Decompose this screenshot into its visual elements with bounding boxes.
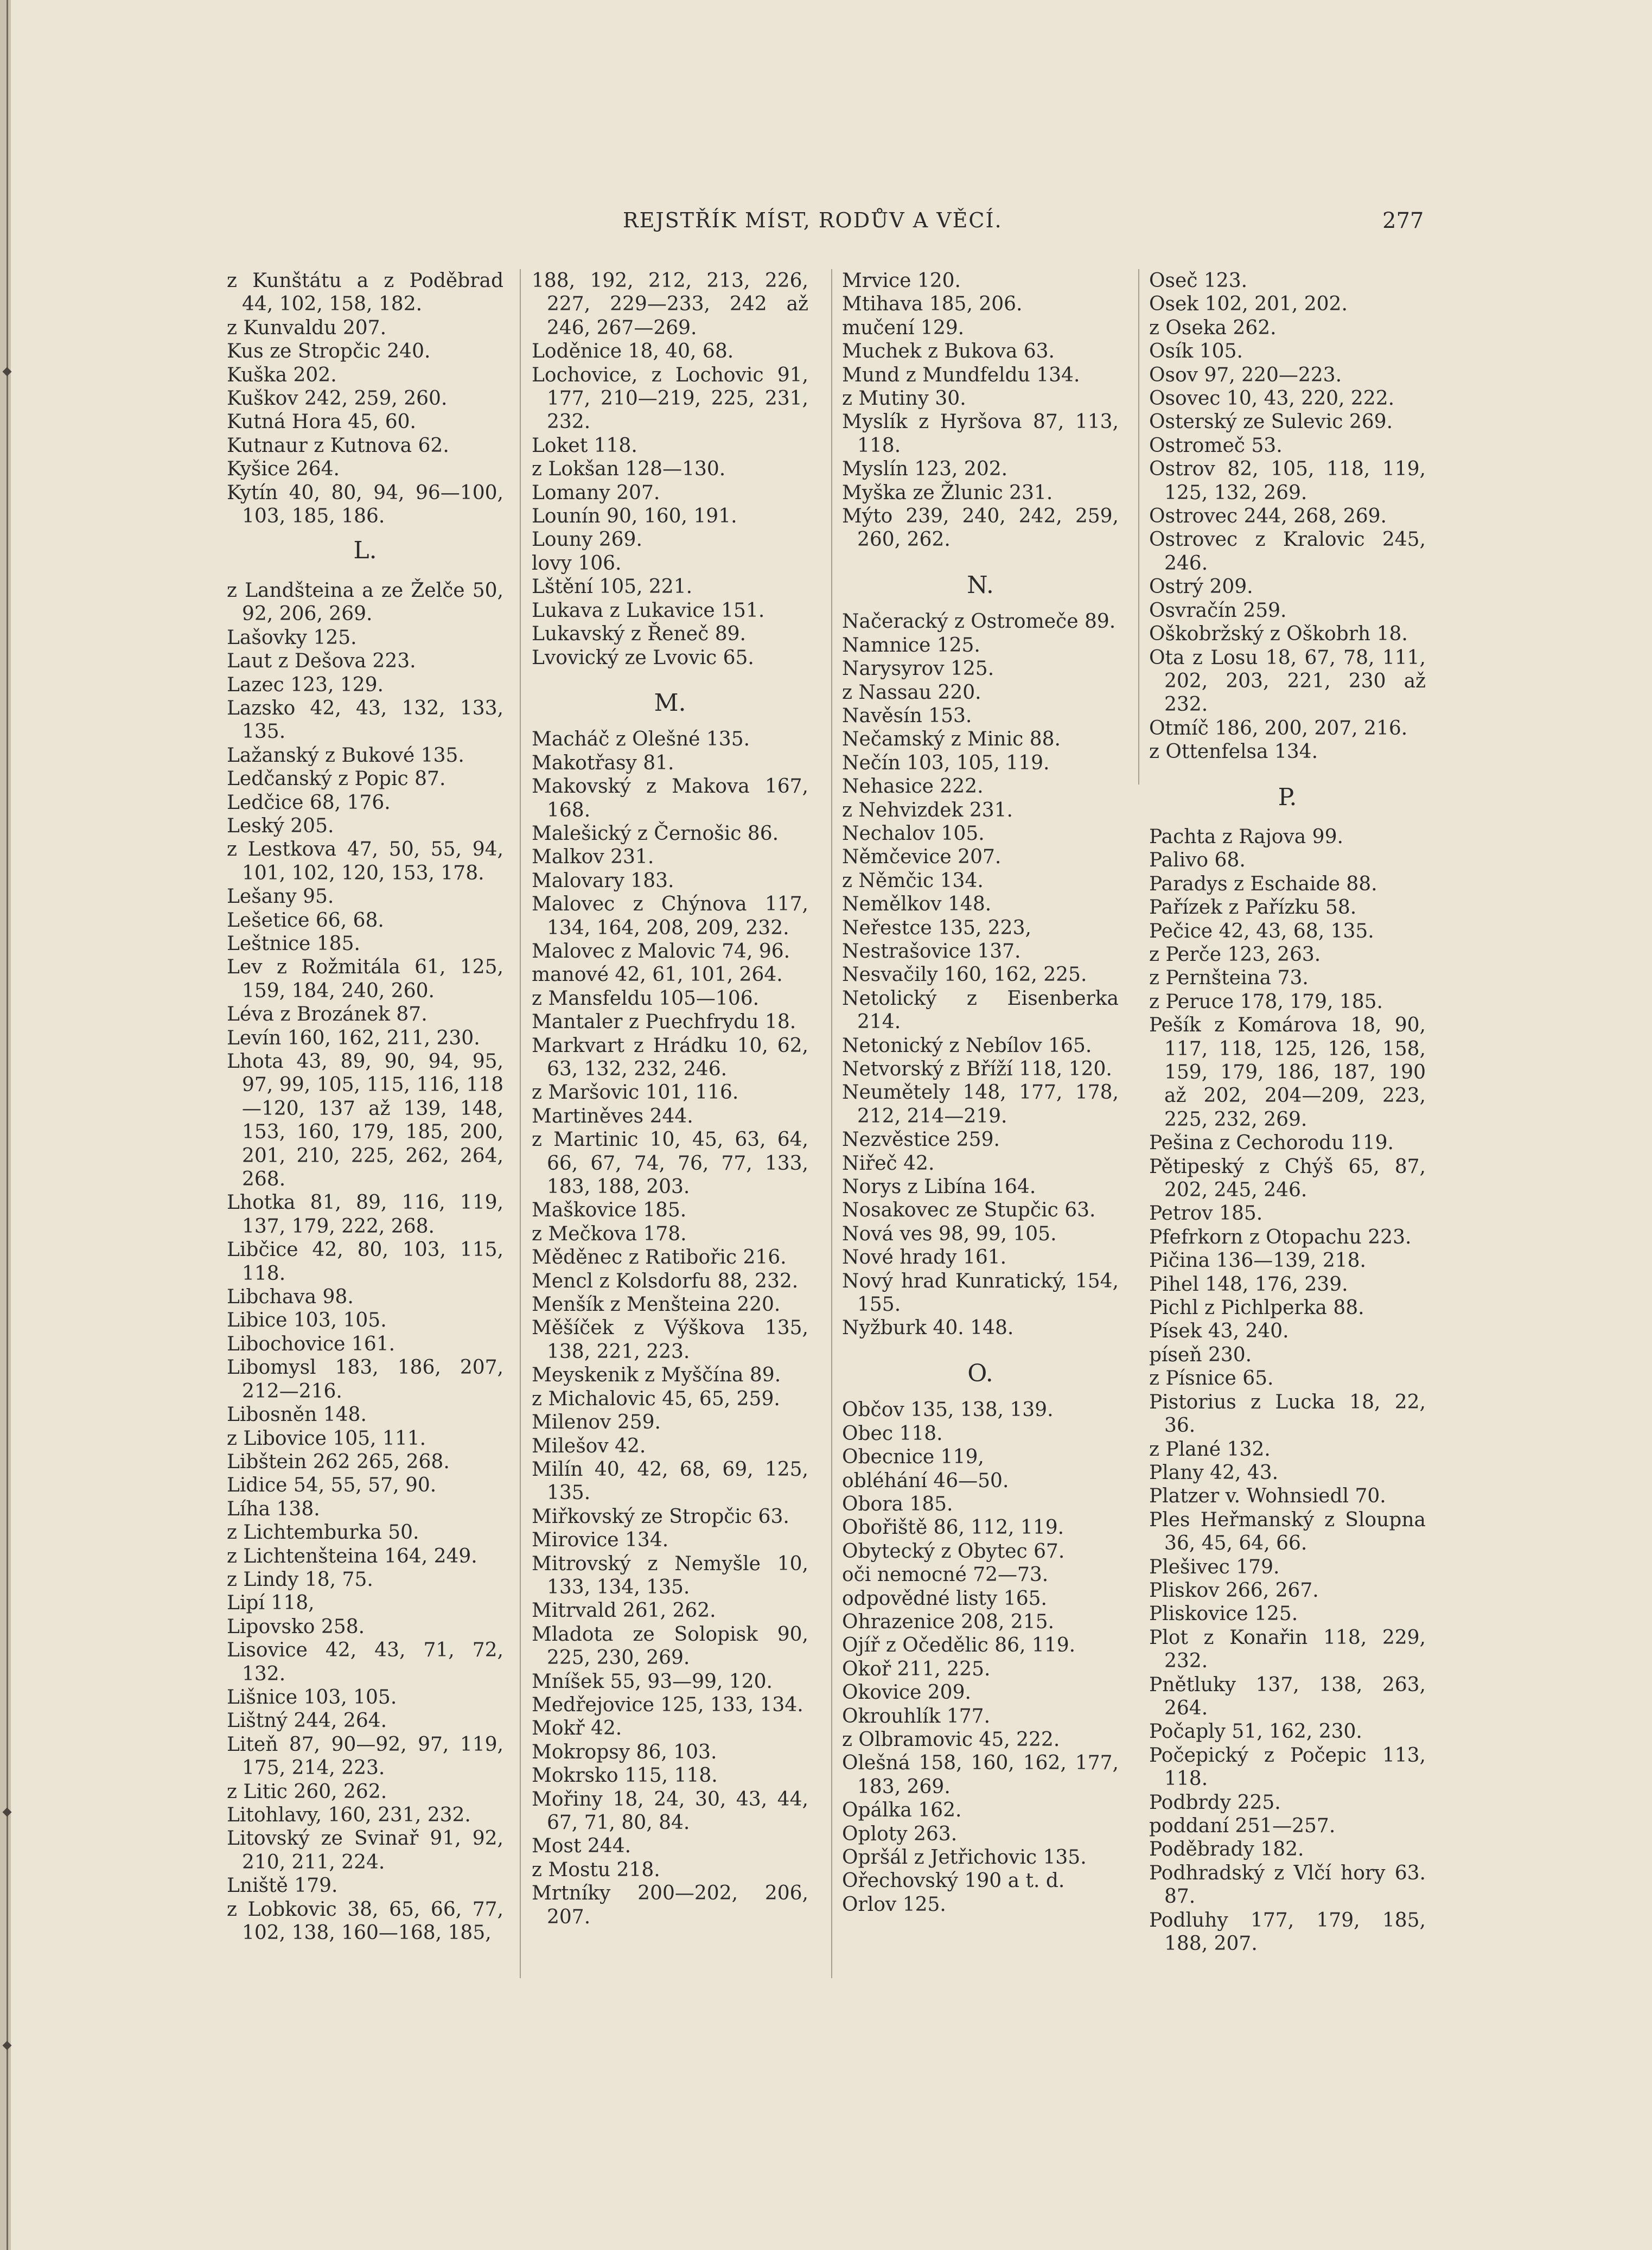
index-entry: Lhotka 81, 89, 116, 119, 137, 179, 222, 268.: [227, 1191, 503, 1238]
margin-mark: [4, 361, 10, 383]
page-number: 277: [1382, 208, 1424, 233]
index-entry: Malovary 183.: [532, 869, 674, 892]
index-entry: Ohrazenice 208, 215.: [842, 1610, 1055, 1633]
index-entry: Palivo 68.: [1149, 849, 1246, 872]
index-entry: Podbrdy 225.: [1149, 1791, 1281, 1814]
index-entry: Pfefrkorn z Otopachu 223.: [1149, 1226, 1412, 1248]
index-entry: obléhání 46—50.: [842, 1469, 1009, 1492]
index-entry: Ledčice 68, 176.: [227, 791, 391, 814]
index-entry: Mýto 239, 240, 242, 259, 260, 262.: [842, 505, 1119, 551]
index-entry: Počaply 51, 162, 230.: [1149, 1720, 1362, 1743]
index-entry: Ořechovský 190 a t. d.: [842, 1870, 1065, 1892]
index-entry: Mantaler z Puechfrydu 18.: [532, 1011, 796, 1034]
index-entry: Mníšek 55, 93—99, 120.: [532, 1670, 773, 1693]
index-entry: Obytecký z Obytec 67.: [842, 1540, 1065, 1563]
index-entry: z Plané 132.: [1149, 1438, 1271, 1461]
index-entry: Loket 118.: [532, 434, 637, 457]
index-entry: z Kunštátu a z Poděbrad 44, 102, 158, 182.: [227, 270, 503, 316]
index-entry: Nestrašovice 137.: [842, 940, 1021, 963]
index-entry: Mund z Mundfeldu 134.: [842, 364, 1080, 386]
index-entry: Oseč 123.: [1149, 270, 1248, 292]
index-entry: z Pernšteina 73.: [1149, 967, 1309, 990]
index-entry: píseň 230.: [1149, 1343, 1252, 1366]
index-entry: Lisovice 42, 43, 71, 72, 132.: [227, 1639, 503, 1685]
index-entry: Navěsín 153.: [842, 704, 972, 727]
index-entry: Mrvice 120.: [842, 270, 961, 292]
index-entry: z Mutiny 30.: [842, 387, 966, 410]
index-entry: Mrtníky 200—202, 206, 207.: [532, 1882, 808, 1928]
index-entry: poddaní 251—257.: [1149, 1815, 1336, 1837]
index-entry: Ostrovec 244, 268, 269.: [1149, 505, 1387, 528]
index-entry: Malovec z Chýnova 117, 134, 164, 208, 209, 232.: [532, 893, 808, 939]
index-entry: Kuškov 242, 259, 260.: [227, 387, 448, 410]
letter-heading: N.: [967, 571, 994, 599]
index-entry: Most 244.: [532, 1835, 632, 1858]
index-entry: Obec 118.: [842, 1422, 943, 1445]
index-entry: Ostrov 82, 105, 118, 119, 125, 132, 269.: [1149, 458, 1426, 504]
index-entry: z Mečkova 178.: [532, 1222, 687, 1245]
index-entry: Podhradský z Vlčí hory 63. 87.: [1149, 1862, 1426, 1908]
index-entry: Lištný 244, 264.: [227, 1710, 387, 1732]
index-entry: z Ottenfelsa 134.: [1149, 741, 1318, 763]
index-entry: oči nemocné 72—73.: [842, 1564, 1049, 1586]
index-entry: z Michalovic 45, 65, 259.: [532, 1387, 780, 1410]
index-entry: Pliskov 266, 267.: [1149, 1579, 1319, 1602]
index-entry: Pešík z Komárova 18, 90, 117, 118, 125, 126, 158, 159, 179, 186, 187, 190 až 202, 204—209, 223, 225, 232, 269.: [1149, 1014, 1426, 1131]
index-entry: Lipovsko 258.: [227, 1615, 365, 1638]
index-entry: z Nassau 220.: [842, 681, 981, 704]
index-entry: Lešetice 66, 68.: [227, 909, 384, 932]
index-entry: Osík 105.: [1149, 340, 1243, 363]
index-entry: Miřkovský ze Stropčic 63.: [532, 1505, 789, 1528]
index-column-4: [1149, 269, 1426, 1955]
index-entry: Mirovice 134.: [532, 1529, 669, 1552]
index-entry: Mitrovský z Nemyšle 10, 133, 134, 135.: [532, 1552, 808, 1598]
index-entry: Lidice 54, 55, 57, 90.: [227, 1474, 437, 1497]
index-entry: Osovec 10, 43, 220, 222.: [1149, 387, 1395, 410]
index-entry: z Libovice 105, 111.: [227, 1427, 426, 1450]
index-entry: Ostrovec z Kralovic 245, 246.: [1149, 528, 1426, 575]
index-entry: Netolický z Eisenberka 214.: [842, 987, 1119, 1034]
index-entry: Norys z Libína 164.: [842, 1176, 1036, 1199]
index-entry: Meyskenik z Myščína 89.: [532, 1364, 781, 1387]
index-entry: Osvračín 259.: [1149, 599, 1287, 622]
index-entry: Mokropsy 86, 103.: [532, 1741, 717, 1763]
index-entry: Laut z Dešova 223.: [227, 650, 416, 673]
index-entry: Orlov 125.: [842, 1893, 946, 1916]
index-entry: Nechalov 105.: [842, 822, 985, 845]
index-entry: Pešina z Cechorodu 119.: [1149, 1132, 1394, 1155]
index-entry: Nečín 103, 105, 119.: [842, 751, 1050, 774]
index-entry: Nehasice 222.: [842, 775, 984, 798]
index-entry: z Nehvizdek 231.: [842, 799, 1013, 821]
index-entry: Pihel 148, 176, 239.: [1149, 1273, 1348, 1296]
margin-mark: [4, 1801, 10, 1823]
index-column-1: [227, 269, 503, 1945]
index-entry: Libchava 98.: [227, 1286, 354, 1309]
index-entry: Kuška 202.: [227, 364, 337, 386]
index-entry: Malovec z Malovic 74, 96.: [532, 940, 790, 963]
binding-line: [7, 0, 8, 2250]
index-column-3: [842, 269, 1119, 1916]
index-entry: Lomany 207.: [532, 481, 660, 504]
letter-heading: M.: [654, 689, 686, 717]
index-entry: Nemělkov 148.: [842, 893, 992, 916]
index-entry: Mitrvald 261, 262.: [532, 1599, 716, 1622]
index-entry: z Mansfeldu 105—106.: [532, 987, 760, 1010]
index-entry: mučení 129.: [842, 316, 965, 339]
index-entry: Milešov 42.: [532, 1435, 646, 1457]
index-entry: Petrov 185.: [1149, 1202, 1263, 1225]
index-entry: Kus ze Stropčic 240.: [227, 340, 431, 363]
index-entry: z Lichtenšteina 164, 249.: [227, 1545, 477, 1567]
index-entry: Namnice 125.: [842, 634, 980, 656]
index-entry: Narysyrov 125.: [842, 658, 994, 680]
index-entry: Občov 135, 138, 139.: [842, 1399, 1054, 1422]
index-entry: Mladota ze Solopisk 90, 225, 230, 269.: [532, 1623, 808, 1669]
index-entry: Pnětluky 137, 138, 263, 264.: [1149, 1673, 1426, 1719]
index-entry: Nyžburk 40. 148.: [842, 1317, 1014, 1340]
index-entry: Lišnice 103, 105.: [227, 1686, 397, 1709]
index-entry: Písek 43, 240.: [1149, 1320, 1289, 1343]
index-entry: Mtihava 185, 206.: [842, 293, 1023, 316]
index-entry: Kutná Hora 45, 60.: [227, 411, 416, 434]
index-entry: Netvorský z Bříží 118, 120.: [842, 1058, 1112, 1080]
index-entry: Neřestce 135, 223,: [842, 916, 1031, 939]
index-entry: manové 42, 61, 101, 264.: [532, 964, 783, 986]
index-entry: Lev z Rožmitála 61, 125, 159, 184, 240, 260.: [227, 956, 503, 1002]
index-entry: Libochovice 161.: [227, 1333, 396, 1355]
index-entry: Lounín 90, 160, 191.: [532, 505, 737, 528]
index-entry: z Olbramovic 45, 222.: [842, 1728, 1060, 1751]
index-entry: Nové hrady 161.: [842, 1246, 1007, 1269]
index-entry: Maškovice 185.: [532, 1199, 687, 1222]
index-entry: z Landšteina a ze Želče 50, 92, 206, 269.: [227, 579, 503, 626]
index-entry: Lešany 95.: [227, 885, 334, 908]
index-entry: Martiněves 244.: [532, 1105, 693, 1127]
index-entry: Pliskovice 125.: [1149, 1603, 1298, 1626]
index-entry: z Kunvaldu 207.: [227, 316, 387, 339]
page-edge: [0, 0, 11, 2250]
index-entry: Markvart z Hrádku 10, 62, 63, 132, 232, 246.: [532, 1034, 808, 1080]
index-entry: Olešná 158, 160, 162, 177, 183, 269.: [842, 1752, 1119, 1798]
index-entry: Kytín 40, 80, 94, 96—100, 103, 185, 186.: [227, 481, 503, 528]
index-entry: lovy 106.: [532, 552, 622, 575]
index-entry: Lvovický ze Lvovic 65.: [532, 646, 754, 669]
index-entry: Lštění 105, 221.: [532, 576, 693, 598]
column-divider: [520, 269, 521, 1978]
index-entry: Obora 185.: [842, 1493, 953, 1515]
index-entry: Nezvěstice 259.: [842, 1129, 1000, 1151]
index-entry: Lipí 118,: [227, 1592, 315, 1615]
index-entry: Milín 40, 42, 68, 69, 125, 135.: [532, 1458, 808, 1505]
index-entry: Litovský ze Svinař 91, 92, 210, 211, 224.: [227, 1827, 503, 1873]
index-entry: Paradys z Eschaide 88.: [1149, 872, 1377, 895]
index-entry: Nosakovec ze Stupčic 63.: [842, 1199, 1096, 1222]
index-entry: Okovice 209.: [842, 1681, 971, 1704]
index-entry: Libosněn 148.: [227, 1404, 367, 1426]
index-entry: Opršál z Jetřichovic 135.: [842, 1846, 1087, 1869]
index-entry: Mencl z Kolsdorfu 88, 232.: [532, 1270, 799, 1292]
index-entry: Loděnice 18, 40, 68.: [532, 340, 734, 363]
index-entry: Libice 103, 105.: [227, 1309, 387, 1332]
index-entry: Poděbrady 182.: [1149, 1838, 1304, 1861]
index-entry: Niřeč 42.: [842, 1152, 935, 1175]
index-entry: Léva z Brozánek 87.: [227, 1003, 428, 1026]
index-entry: z Litic 260, 262.: [227, 1780, 387, 1803]
index-entry: Nová ves 98, 99, 105.: [842, 1222, 1057, 1245]
index-entry: Lašovky 125.: [227, 626, 357, 649]
index-entry: z Lobkovic 38, 65, 66, 77, 102, 138, 160—168, 185,: [227, 1898, 503, 1945]
index-entry: Pětipeský z Chýš 65, 87, 202, 245, 246.: [1149, 1155, 1426, 1202]
index-entry: Pařízek z Pařízku 58.: [1149, 896, 1357, 919]
index-entry: Plany 42, 43.: [1149, 1461, 1279, 1484]
index-entry: Levín 160, 162, 211, 230.: [227, 1027, 480, 1049]
index-entry: Měšíček z Výškova 135, 138, 221, 223.: [532, 1317, 808, 1363]
index-entry: Počepický z Počepic 113, 118.: [1149, 1744, 1426, 1790]
letter-heading: L.: [353, 537, 377, 565]
index-entry: Ostromeč 53.: [1149, 434, 1283, 457]
index-entry: Menšík z Menšteina 220.: [532, 1293, 781, 1316]
index-entry: z Lestkova 47, 50, 55, 94, 101, 102, 120, 153, 178.: [227, 838, 503, 884]
index-entry: Líha 138.: [227, 1497, 320, 1520]
index-entry: Louny 269.: [532, 528, 642, 551]
index-entry: Ledčanský z Popic 87.: [227, 768, 446, 791]
index-entry: z Lokšan 128—130.: [532, 458, 726, 481]
index-entry: z Peruce 178, 179, 185.: [1149, 990, 1383, 1013]
page-header-title: REJSTŘÍK MÍST, RODŮV A VĚCÍ.: [623, 208, 1003, 232]
index-column-2: [532, 269, 808, 1929]
index-entry: Nový hrad Kunratický, 154, 155.: [842, 1270, 1119, 1316]
column-divider: [1138, 269, 1139, 785]
index-entry: Liteň 87, 90—92, 97, 119, 175, 214, 223.: [227, 1733, 503, 1780]
index-entry: Pečice 42, 43, 68, 135.: [1149, 920, 1374, 942]
index-entry: z Němčic 134.: [842, 869, 984, 892]
index-entry: Ples Heřmanský z Sloupna 36, 45, 64, 66.: [1149, 1508, 1426, 1555]
index-entry: Lukavský z Řeneč 89.: [532, 623, 746, 646]
index-entry: Makotřasy 81.: [532, 751, 674, 774]
letter-heading: P.: [1278, 783, 1297, 811]
index-entry: Lochovice, z Lochovic 91, 177, 210—219, 225, 231, 232.: [532, 364, 808, 434]
index-entry: Myška ze Žlunic 231.: [842, 481, 1053, 504]
index-entry: 188, 192, 212, 213, 226, 227, 229—233, 242 až 246, 267—269.: [532, 270, 808, 339]
index-entry: Obecnice 119,: [842, 1446, 984, 1469]
index-entry: Mořiny 18, 24, 30, 43, 44, 67, 71, 80, 84.: [532, 1788, 808, 1834]
index-entry: Oškobržský z Oškobrh 18.: [1149, 623, 1408, 646]
index-entry: Otmíč 186, 200, 207, 216.: [1149, 717, 1408, 740]
index-entry: Mokrsko 115, 118.: [532, 1764, 718, 1787]
index-entry: Muchek z Bukova 63.: [842, 340, 1055, 363]
index-entry: Makovský z Makova 167, 168.: [532, 775, 808, 821]
index-entry: Plešivec 179.: [1149, 1556, 1280, 1578]
index-entry: Malkov 231.: [532, 846, 654, 869]
index-entry: Malešický z Černošic 86.: [532, 822, 779, 845]
index-entry: Načeracký z Ostromeče 89.: [842, 610, 1116, 633]
index-entry: z Písnice 65.: [1149, 1367, 1274, 1390]
index-entry: Lukava z Lukavice 151.: [532, 599, 765, 622]
index-entry: Obořiště 86, 112, 119.: [842, 1516, 1064, 1539]
index-entry: Nesvačily 160, 162, 225.: [842, 964, 1087, 986]
index-entry: Osterský ze Sulevic 269.: [1149, 411, 1393, 434]
index-entry: Mokř 42.: [532, 1717, 622, 1740]
index-entry: Macháč z Olešné 135.: [532, 728, 750, 751]
index-entry: Okoř 211, 225.: [842, 1658, 991, 1680]
index-entry: Kutnaur z Kutnova 62.: [227, 434, 449, 457]
index-entry: Oploty 263.: [842, 1822, 958, 1845]
index-entry: Myslík z Hyršova 87, 113, 118.: [842, 411, 1119, 457]
index-entry: Lazec 123, 129.: [227, 673, 384, 696]
index-entry: Ojíř z Očedělic 86, 119.: [842, 1634, 1076, 1657]
index-entry: Podluhy 177, 179, 185, 188, 207.: [1149, 1909, 1426, 1955]
index-entry: Měděnec z Ratibořic 216.: [532, 1246, 787, 1269]
index-entry: Ota z Losu 18, 67, 78, 111, 202, 203, 221, 230 až 232.: [1149, 646, 1426, 716]
index-entry: z Mostu 218.: [532, 1858, 660, 1881]
index-entry: Nečamský z Minic 88.: [842, 728, 1061, 751]
index-entry: Okrouhlík 177.: [842, 1705, 991, 1728]
index-entry: z Perče 123, 263.: [1149, 943, 1321, 966]
index-entry: Litohlavy, 160, 231, 232.: [227, 1804, 471, 1826]
index-entry: Medřejovice 125, 133, 134.: [532, 1693, 803, 1716]
index-entry: Lažanský z Bukové 135.: [227, 744, 464, 767]
index-entry: Leštnice 185.: [227, 932, 360, 955]
index-entry: z Lindy 18, 75.: [227, 1568, 373, 1591]
index-entry: Lniště 179.: [227, 1875, 338, 1897]
index-entry: Libštein 262 265, 268.: [227, 1450, 450, 1473]
index-entry: odpovědné listy 165.: [842, 1587, 1047, 1610]
index-entry: Pistorius z Lucka 18, 22, 36.: [1149, 1391, 1426, 1437]
index-entry: Kyšice 264.: [227, 458, 340, 481]
index-entry: Pičina 136—139, 218.: [1149, 1250, 1366, 1272]
index-entry: Platzer v. Wohnsiedl 70.: [1149, 1485, 1386, 1508]
index-entry: z Lichtemburka 50.: [227, 1521, 419, 1544]
index-entry: Pichl z Pichlperka 88.: [1149, 1297, 1364, 1320]
index-entry: Milenov 259.: [532, 1411, 661, 1434]
index-entry: Myslín 123, 202.: [842, 458, 1008, 481]
index-entry: Netonický z Nebílov 165.: [842, 1034, 1092, 1057]
index-entry: Leský 205.: [227, 814, 334, 837]
margin-mark: [4, 2035, 10, 2056]
index-entry: Libomysl 183, 186, 207, 212—216.: [227, 1356, 503, 1403]
letter-heading: O.: [967, 1359, 993, 1387]
index-entry: z Martinic 10, 45, 63, 64, 66, 67, 74, 76, 77, 133, 183, 188, 203.: [532, 1129, 808, 1199]
index-entry: Pachta z Rajova 99.: [1149, 825, 1343, 848]
index-entry: Němčevice 207.: [842, 846, 1002, 869]
index-entry: Plot z Konařin 118, 229, 232.: [1149, 1626, 1426, 1673]
index-entry: Ostrý 209.: [1149, 576, 1253, 598]
index-entry: z Maršovic 101, 116.: [532, 1081, 739, 1104]
index-entry: z Oseka 262.: [1149, 316, 1277, 339]
index-entry: Opálka 162.: [842, 1799, 962, 1822]
index-entry: Lazsko 42, 43, 132, 133, 135.: [227, 697, 503, 743]
index-entry: Lhota 43, 89, 90, 94, 95, 97, 99, 105, 115, 116, 118—120, 137 až 139, 148, 153, 160, 179, 185, 200, 201, 210, 225, 262, 264, 268.: [227, 1050, 503, 1191]
column-divider: [831, 269, 832, 1978]
index-entry: Osek 102, 201, 202.: [1149, 293, 1348, 316]
index-entry: Neumětely 148, 177, 178, 212, 214—219.: [842, 1081, 1119, 1127]
index-entry: Libčice 42, 80, 103, 115, 118.: [227, 1239, 503, 1285]
index-entry: Osov 97, 220—223.: [1149, 364, 1342, 386]
